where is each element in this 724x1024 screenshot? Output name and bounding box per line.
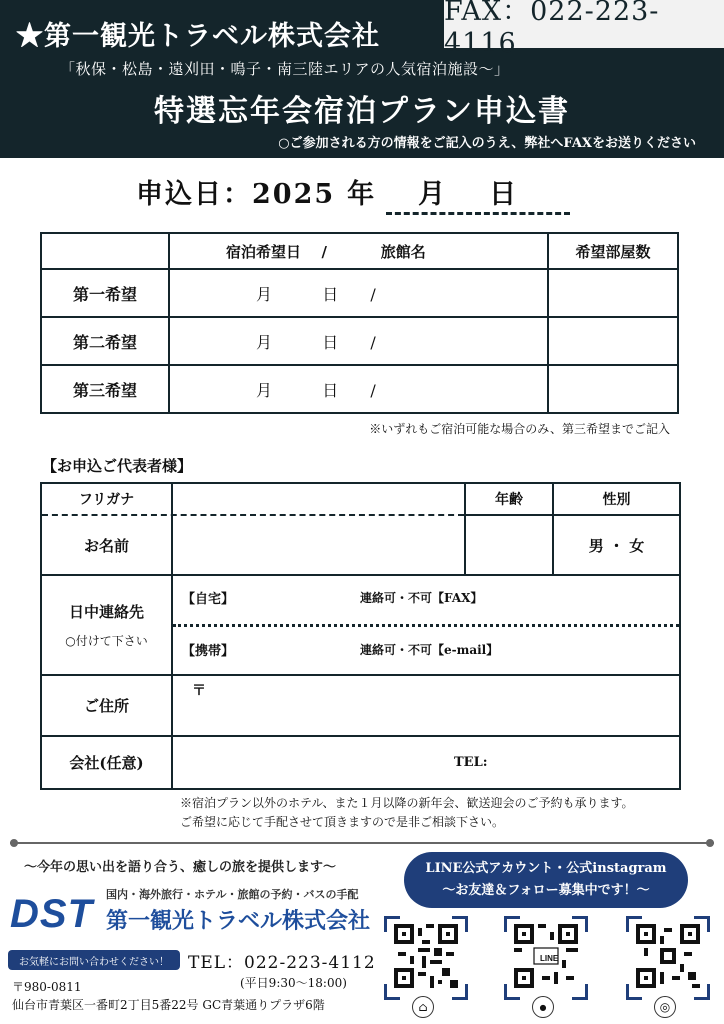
mobile-label: 【携帯】	[182, 643, 235, 659]
slash: /	[370, 332, 376, 352]
company-title: ★第一観光トラベル株式会社	[16, 21, 380, 52]
contact-note: ○付けて下さい	[65, 634, 148, 648]
month-label: 月	[256, 284, 273, 304]
table-row	[41, 365, 678, 413]
additional-note-line2: ご希望に応じて手配させて頂きますので是非ご相談下さい。	[180, 815, 505, 829]
furigana-field[interactable]	[173, 484, 463, 514]
business-hours: (平日9:30～18:00)	[240, 976, 347, 990]
sns-banner-line2: ～お友達＆フォロー募集中です！～	[442, 883, 650, 898]
header-banner	[0, 0, 724, 158]
instagram-icon: ◎	[654, 996, 676, 1018]
choice-date-hotel-field[interactable]	[169, 365, 548, 413]
contact-tel[interactable]: TEL：022-223-4112	[188, 953, 376, 973]
address-label: ご住所	[83, 697, 129, 715]
header-rooms: 希望部屋数	[548, 233, 678, 269]
choice-label: 第二希望	[41, 317, 169, 365]
qr-pattern-icon	[636, 924, 700, 988]
rooms-field[interactable]	[548, 317, 678, 365]
tagline: ～今年の思い出を語り合う、癒しの旅を提供します～	[24, 860, 337, 875]
table-row	[41, 269, 678, 317]
form-title: 特選忘年会宿泊プラン申込書	[154, 94, 570, 129]
name-field[interactable]	[173, 516, 463, 574]
address-field[interactable]	[212, 700, 672, 730]
gender-label: 性別	[602, 492, 631, 508]
representative-table	[40, 482, 681, 790]
month-label: 月	[418, 179, 448, 210]
postal-mark: 〒	[192, 683, 206, 699]
furigana-label: フリガナ	[78, 492, 135, 508]
line-qr-code[interactable]	[504, 916, 588, 1000]
website-qr-code[interactable]	[384, 916, 468, 1000]
header-hotel: 旅館名	[380, 242, 426, 261]
date-underline	[386, 212, 570, 215]
gender-options[interactable]: 男 ・ 女	[588, 536, 645, 555]
header-slash: /	[321, 242, 327, 261]
rooms-field[interactable]	[548, 365, 678, 413]
company-address: 仙台市青葉区一番町2丁目5番22号 GC青葉通りプラザ6階	[12, 998, 325, 1012]
application-date-label: 申込日：2025	[136, 179, 336, 210]
choice-label: 第一希望	[41, 269, 169, 317]
rooms-field[interactable]	[548, 269, 678, 317]
sns-banner-line1: LINE公式アカウント・公式instagram	[425, 861, 667, 876]
choice-label: 第三希望	[41, 365, 169, 413]
day-label: 日	[322, 332, 339, 352]
day-label: 日	[322, 380, 339, 400]
header-date-hotel	[169, 233, 548, 269]
company-label: 会社(任意)	[69, 754, 144, 772]
contact-label-cell	[42, 576, 171, 674]
age-field[interactable]	[466, 516, 552, 574]
choice-date-hotel-field[interactable]	[169, 317, 548, 365]
dst-logo-mark: DST	[10, 892, 93, 936]
header-date: 宿泊希望日	[226, 242, 302, 261]
preference-header-row	[41, 233, 678, 269]
preference-note: ※いずれもご宿泊可能な場合のみ、第三希望までご記入	[369, 422, 670, 436]
fax-instruction: ○ご参加される方の情報をご記入のうえ、弊社へFAXをお送りください	[278, 136, 696, 151]
home-contact-options[interactable]: 連絡可・不可【FAX】	[360, 590, 483, 605]
company-field[interactable]	[173, 737, 443, 788]
line-qr-label: LINE	[540, 954, 559, 963]
slash: /	[370, 284, 376, 304]
footer-divider	[10, 842, 714, 844]
preference-table	[40, 232, 679, 414]
header-blank	[41, 233, 169, 269]
area-subtitle: 「秋保・松島・遠刈田・鳴子・南三陸エリアの人気宿泊施設～」	[60, 60, 510, 78]
dotted-divider	[173, 624, 679, 627]
month-label: 月	[256, 332, 273, 352]
day-label: 日	[489, 179, 519, 210]
mobile-contact-options[interactable]: 連絡可・不可【e-mail】	[360, 642, 499, 657]
day-label: 日	[322, 284, 339, 304]
application-date	[136, 172, 518, 211]
sns-banner	[404, 852, 688, 908]
company-tel-label: TEL:	[454, 755, 488, 770]
age-label: 年齢	[495, 492, 523, 508]
qr-pattern-icon	[394, 924, 458, 988]
home-label: 【自宅】	[182, 591, 235, 607]
company-logo	[10, 886, 370, 938]
postal-code: 〒980-0811	[12, 980, 82, 994]
instagram-qr-code[interactable]	[626, 916, 710, 1000]
month-label: 月	[256, 380, 273, 400]
inquiry-badge: お気軽にお問い合わせください！	[8, 950, 180, 970]
table-row	[41, 317, 678, 365]
choice-date-hotel-field[interactable]	[169, 269, 548, 317]
company-name: 第一観光トラベル株式会社	[106, 908, 371, 933]
home-icon: ⌂	[412, 996, 434, 1018]
representative-section-title: 【お申込ご代表者様】	[42, 457, 193, 475]
name-label: お名前	[83, 536, 129, 555]
fax-number-box: FAX：022-223-4116	[444, 0, 724, 48]
services-text: 国内・海外旅行・ホテル・旅館の予約・バスの手配	[106, 888, 359, 901]
additional-note	[180, 794, 633, 832]
line-icon: ●	[532, 996, 554, 1018]
year-label: 年	[347, 179, 377, 210]
slash: /	[370, 380, 376, 400]
additional-note-line1: ※宿泊プラン以外のホテル、また１月以降の新年会、歓送迎会のご予約も承ります。	[180, 796, 634, 810]
contact-label: 日中連絡先	[68, 603, 144, 621]
